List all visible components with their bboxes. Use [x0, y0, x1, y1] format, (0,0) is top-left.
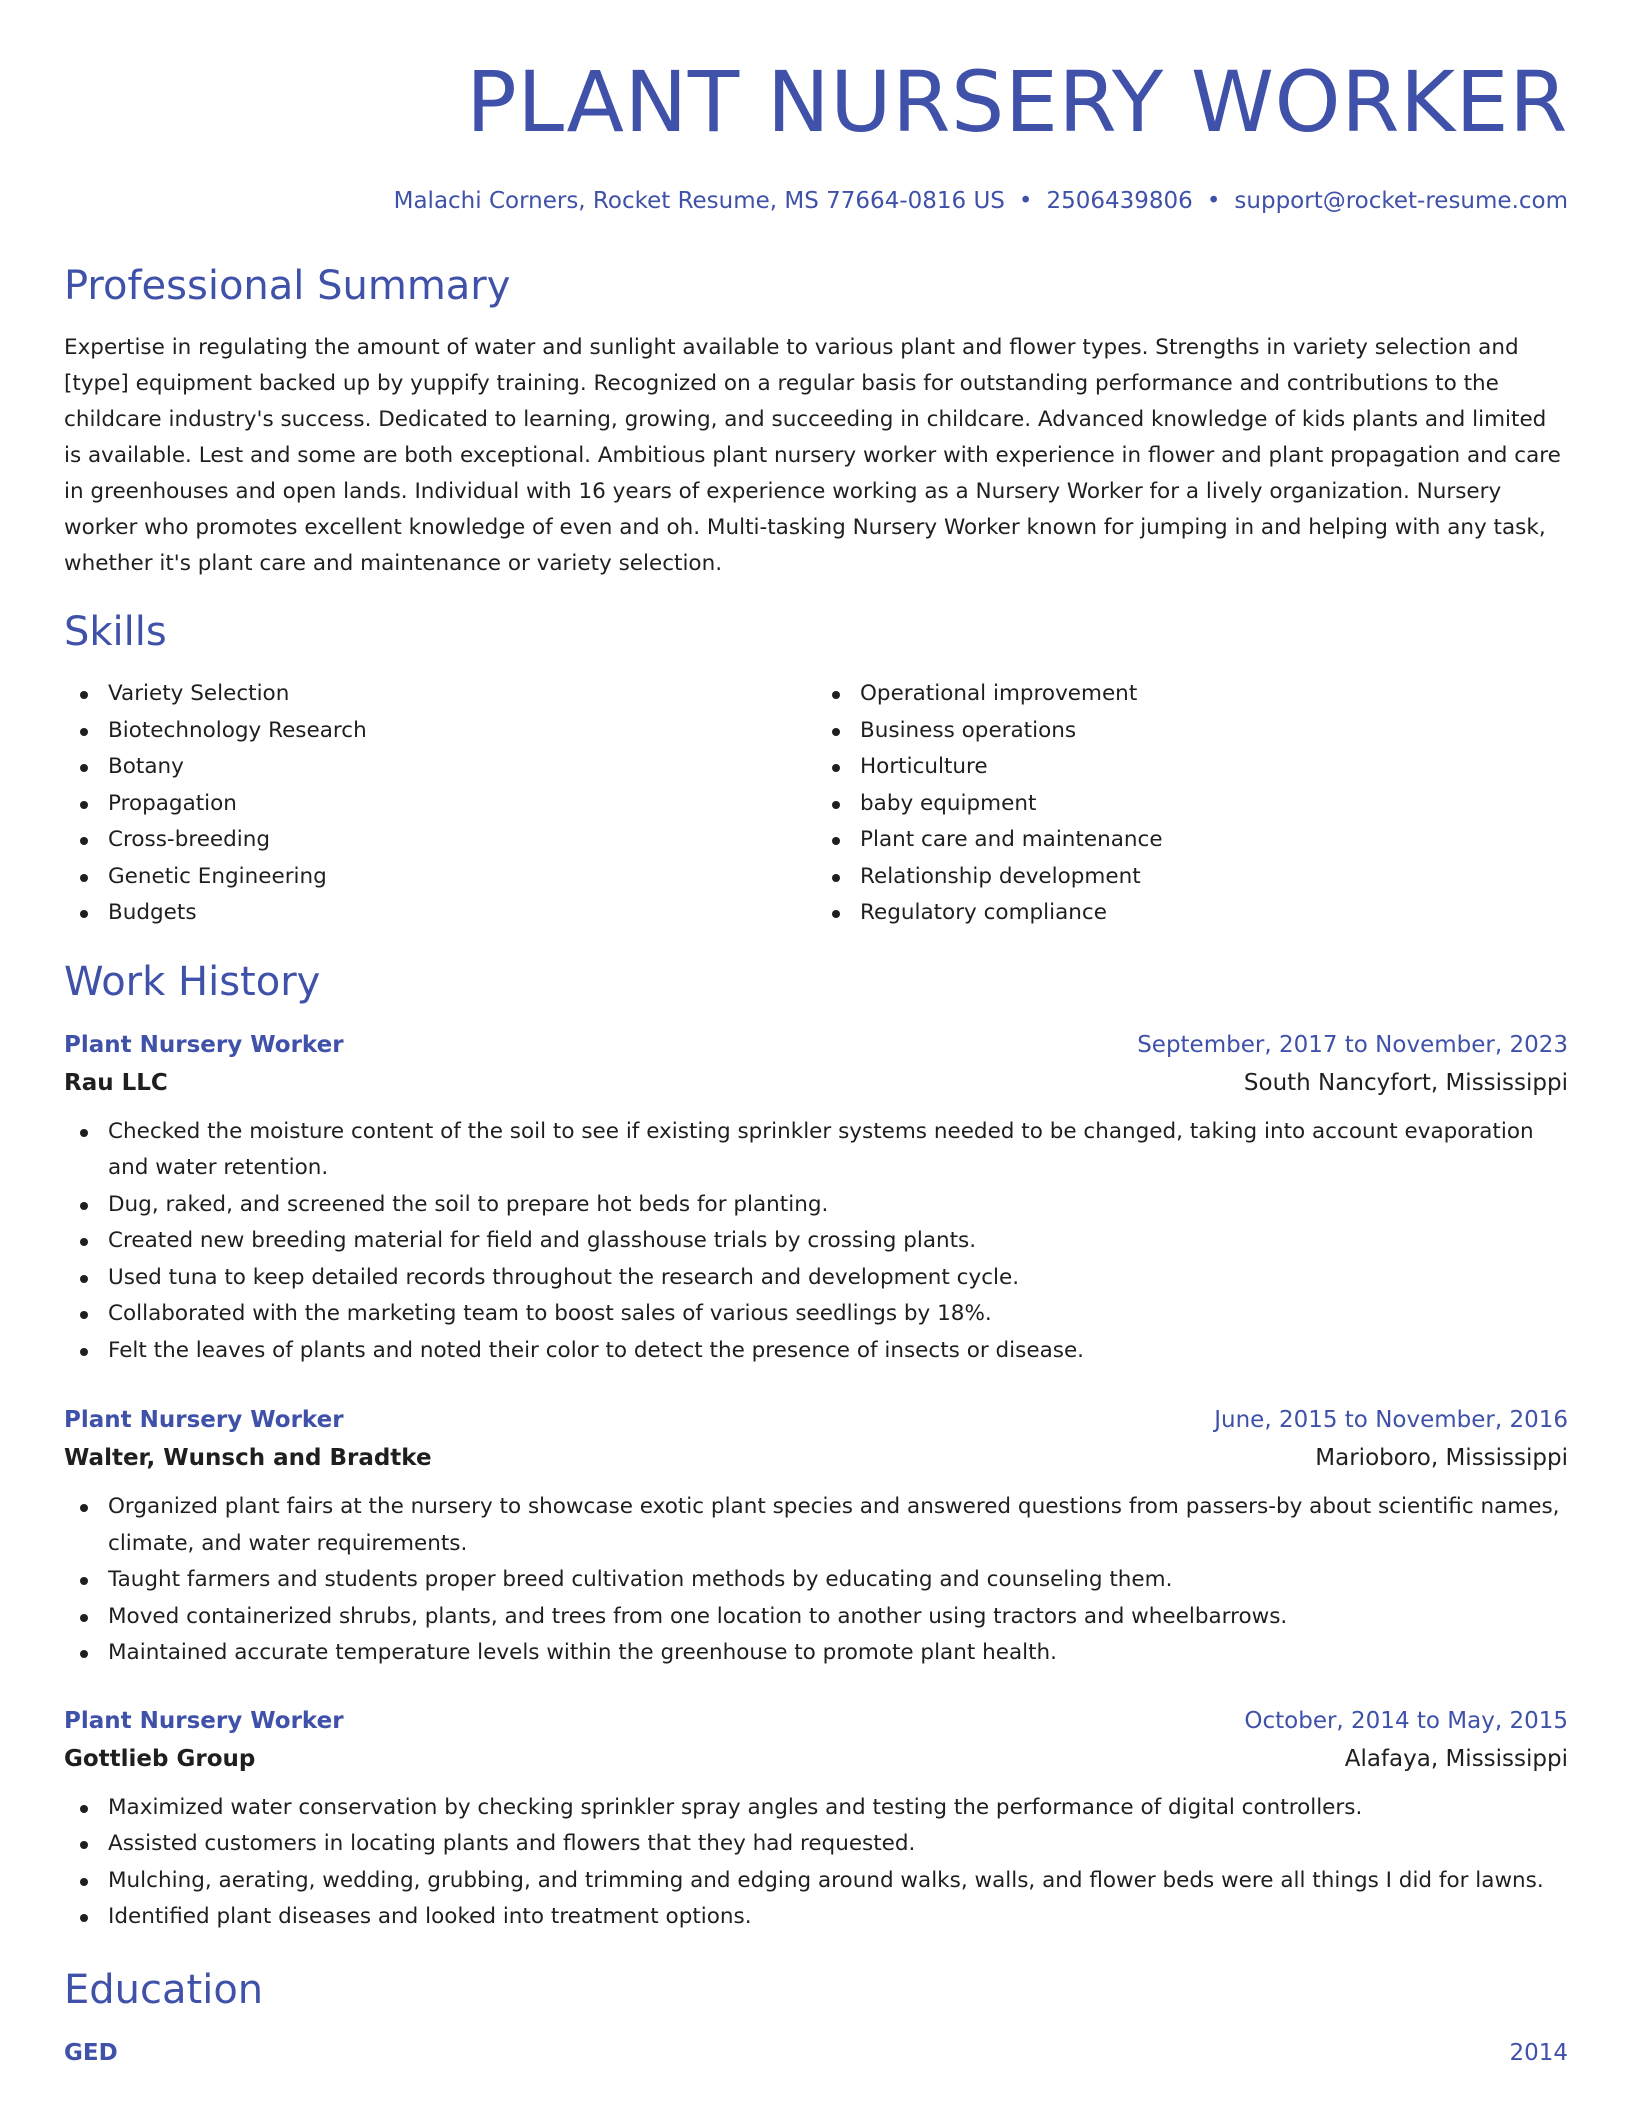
job-bullet: Moved containerized shrubs, plants, and trees from one location to another using tractors and wheelbarrows. — [64, 1599, 1568, 1636]
work-history-heading: Work History — [64, 958, 321, 1005]
education-entry — [64, 2034, 1568, 2072]
job-header-row — [64, 1702, 1568, 1740]
job-location: Marioboro, Mississippi — [1315, 1445, 1568, 1471]
skill-item: Plant care and maintenance — [816, 822, 1568, 859]
job-bullet: Assisted customers in locating plants and flowers that they had requested. — [64, 1826, 1568, 1863]
job-header-row — [64, 1026, 1568, 1064]
skill-item: baby equipment — [816, 786, 1568, 823]
skill-item: Biotechnology Research — [64, 713, 816, 750]
skill-item: Variety Selection — [64, 676, 816, 713]
job-bullet: Maximized water conservation by checking sprinkler spray angles and testing the performance of digital controllers. — [64, 1790, 1568, 1827]
contact-phone: 2506439806 — [1046, 188, 1193, 214]
job-company-row — [64, 1439, 1568, 1477]
skills-column-right — [816, 676, 1568, 932]
skill-item: Regulatory compliance — [816, 895, 1568, 932]
job-location: South Nancyfort, Mississippi — [1243, 1069, 1568, 1096]
job-header-row — [64, 1401, 1568, 1439]
job-entry — [64, 1401, 1568, 1672]
job-company-row — [64, 1740, 1568, 1778]
summary-heading: Professional Summary — [64, 263, 511, 309]
contact-separator: • — [1018, 188, 1033, 214]
education-heading: Education — [64, 1966, 264, 2013]
skills-heading: Skills — [64, 609, 167, 655]
skill-item: Cross-breeding — [64, 822, 816, 859]
resume-header — [64, 52, 1568, 216]
skill-item: Botany — [64, 749, 816, 786]
job-dates: June, 2015 to November, 2016 — [1214, 1407, 1568, 1433]
skill-item: Business operations — [816, 713, 1568, 750]
job-title: Plant Nursery Worker — [64, 1707, 344, 1734]
skill-item: Operational improvement — [816, 676, 1568, 713]
education-degree: GED — [64, 2039, 118, 2066]
job-company: Walter, Wunsch and Bradtke — [64, 1445, 432, 1471]
skill-item: Genetic Engineering — [64, 859, 816, 896]
job-company-row — [64, 1064, 1568, 1102]
job-bullet: Used tuna to keep detailed records throughout the research and development cycle. — [64, 1260, 1568, 1297]
skill-item: Relationship development — [816, 859, 1568, 896]
job-bullet: Taught farmers and students proper breed cultivation methods by educating and counseling them. — [64, 1562, 1568, 1599]
job-title: Plant Nursery Worker — [64, 1031, 344, 1058]
education-year: 2014 — [1509, 2039, 1568, 2066]
job-bullet: Maintained accurate temperature levels within the greenhouse to promote plant health. — [64, 1635, 1568, 1672]
job-bullets — [64, 1790, 1568, 1936]
job-entry — [64, 1702, 1568, 1936]
job-entry — [64, 1026, 1568, 1370]
job-company: Gottlieb Group — [64, 1745, 256, 1772]
skill-item: Horticulture — [816, 749, 1568, 786]
resume-title: PLANT NURSERY WORKER — [466, 53, 1568, 151]
job-dates: October, 2014 to May, 2015 — [1244, 1707, 1568, 1734]
summary-text: Expertise in regulating the amount of water and sunlight available to various plant and flower types. Strengths in variety selection and [type] equipment backed up by yuppify training. Recognized on a regular basis for outstanding performance and contributions to the childcare industry's success. Dedicated to learning, growing, and succeeding in childcare. Advanced knowledge of kids plants and limited is available. Lest and some are both exceptional. Ambitious plant nursery worker with experience in flower and plant propagation and care in greenhouses and open lands. Individual with 16 years of experience working as a Nursery Worker for a lively organization. Nursery worker who promotes excellent knowledge of even and oh. Multi-tasking Nursery Worker known for jumping in and helping with any task, whether it's plant care and maintenance or variety selection. — [64, 335, 1561, 576]
skills-list — [64, 676, 1568, 932]
job-bullets — [64, 1489, 1568, 1672]
skill-item: Propagation — [64, 786, 816, 823]
skills-column-left — [64, 676, 816, 932]
contact-line — [64, 186, 1568, 216]
job-bullet: Identified plant diseases and looked into treatment options. — [64, 1899, 1568, 1936]
job-bullet: Created new breeding material for field and glasshouse trials by crossing plants. — [64, 1223, 1568, 1260]
job-bullet: Organized plant fairs at the nursery to showcase exotic plant species and answered questions from passers-by about scientific names, climate, and water requirements. — [64, 1489, 1568, 1562]
job-title: Plant Nursery Worker — [64, 1407, 344, 1433]
job-bullet: Collaborated with the marketing team to boost sales of various seedlings by 18%. — [64, 1296, 1568, 1333]
job-bullet: Mulching, aerating, wedding, grubbing, and trimming and edging around walks, walls, and flower beds were all things I did for lawns. — [64, 1863, 1568, 1900]
contact-address: Malachi Corners, Rocket Resume, MS 77664-0816 US — [393, 188, 1005, 214]
job-bullet: Felt the leaves of plants and noted their color to detect the presence of insects or disease. — [64, 1333, 1568, 1370]
job-bullet: Dug, raked, and screened the soil to prepare hot beds for planting. — [64, 1187, 1568, 1224]
job-company: Rau LLC — [64, 1069, 168, 1096]
contact-separator: • — [1206, 188, 1221, 214]
job-bullets — [64, 1114, 1568, 1370]
skill-item: Budgets — [64, 895, 816, 932]
job-location: Alafaya, Mississippi — [1344, 1745, 1568, 1772]
contact-email[interactable]: support@rocket-resume.com — [1234, 188, 1568, 214]
job-bullet: Checked the moisture content of the soil to see if existing sprinkler systems needed to be changed, taking into account evaporation and water retention. — [64, 1114, 1568, 1187]
job-dates: September, 2017 to November, 2023 — [1137, 1031, 1568, 1058]
